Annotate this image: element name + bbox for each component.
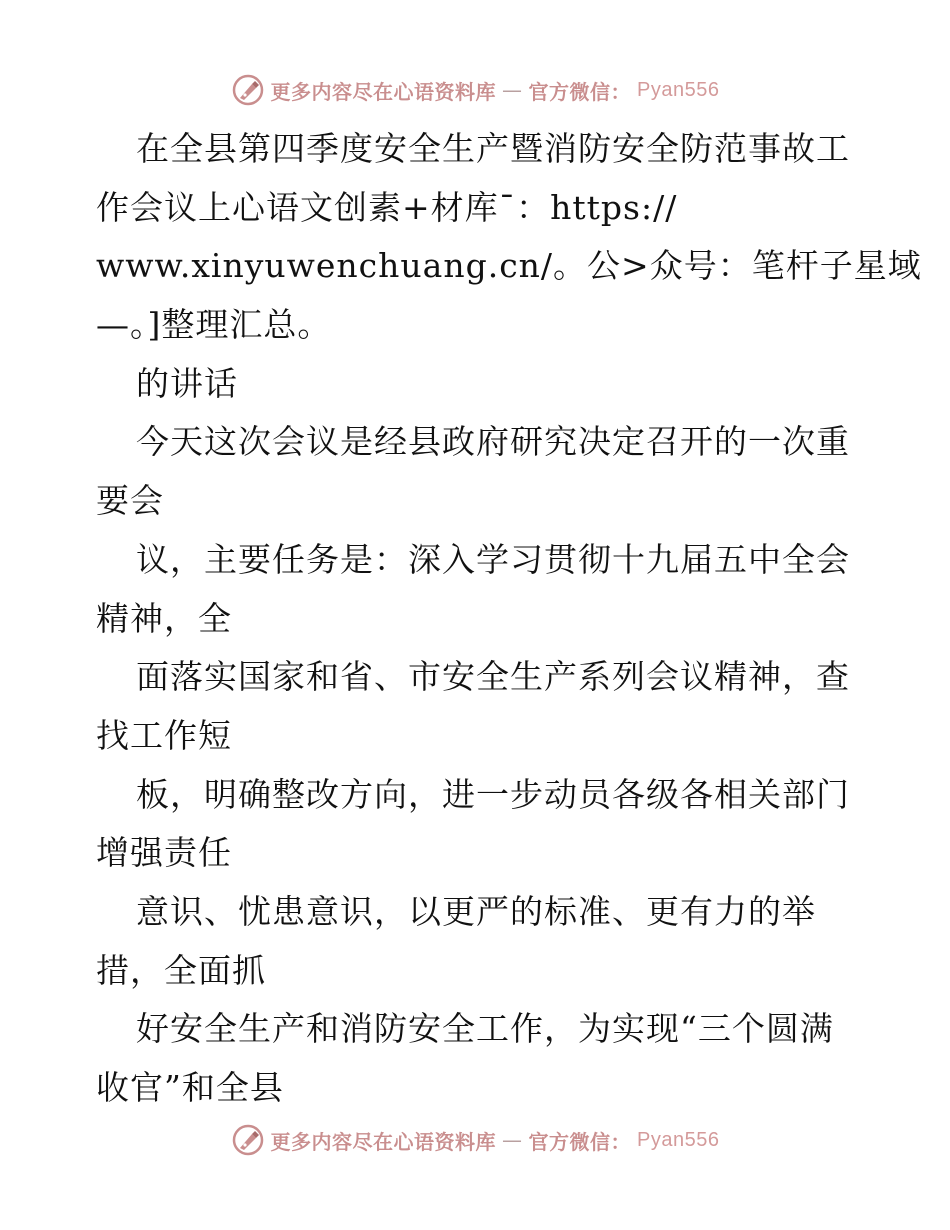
banner-wechat-id: Pyan556 (637, 78, 720, 101)
text-line: 增强责任 (96, 833, 232, 873)
banner-text: 更多内容尽在心语资料库 (270, 79, 497, 104)
banner-text: 更多内容尽在心语资料库 (270, 1129, 497, 1154)
text-line: 议，主要任务是：深入学习贯彻十九届五中全会 (136, 539, 850, 579)
text-line: 今天这次会议是经县政府研究决定召开的一次重 (136, 422, 850, 462)
text-line: —。]整理汇总。 (96, 305, 332, 345)
pen-nib-logo-icon (231, 73, 265, 107)
header-watermark-banner (0, 70, 950, 110)
text-line: 措，全面抓 (96, 950, 266, 990)
text-line: 好安全生产和消防安全工作，为实现“三个圆满 (136, 1009, 834, 1049)
banner-separator: — (502, 1128, 523, 1152)
text-line: www.xinyuwenchuang.cn/。公>众号：笔杆子星域 (96, 246, 922, 286)
text-line: 意识、忧患意识，以更严的标准、更有力的举 (136, 891, 816, 931)
banner-wechat-label: 官方微信： (528, 79, 632, 104)
text-line: 要会 (96, 481, 164, 521)
document-body (96, 120, 922, 1118)
footer-watermark-banner (0, 1120, 950, 1160)
text-line: 收官”和全县 (96, 1068, 284, 1107)
text-line: 找工作短 (96, 715, 232, 755)
text-line: 面落实国家和省、市安全生产系列会议精神，查 (136, 657, 850, 697)
text-line: 在全县第四季度安全生产暨消防安全防范事故工 (136, 129, 850, 168)
banner-separator: — (502, 78, 523, 102)
text-line: 精神，全 (96, 598, 232, 638)
text-line: 作会议上心语文创素+材库¯：https:// (96, 187, 678, 227)
banner-wechat-id: Pyan556 (637, 1128, 720, 1151)
text-line: 板，明确整改方向，进一步动员各级各相关部门 (136, 774, 850, 814)
pen-nib-logo-icon (231, 1123, 265, 1157)
banner-wechat-label: 官方微信： (528, 1129, 632, 1154)
text-line: 的讲话 (136, 363, 238, 403)
